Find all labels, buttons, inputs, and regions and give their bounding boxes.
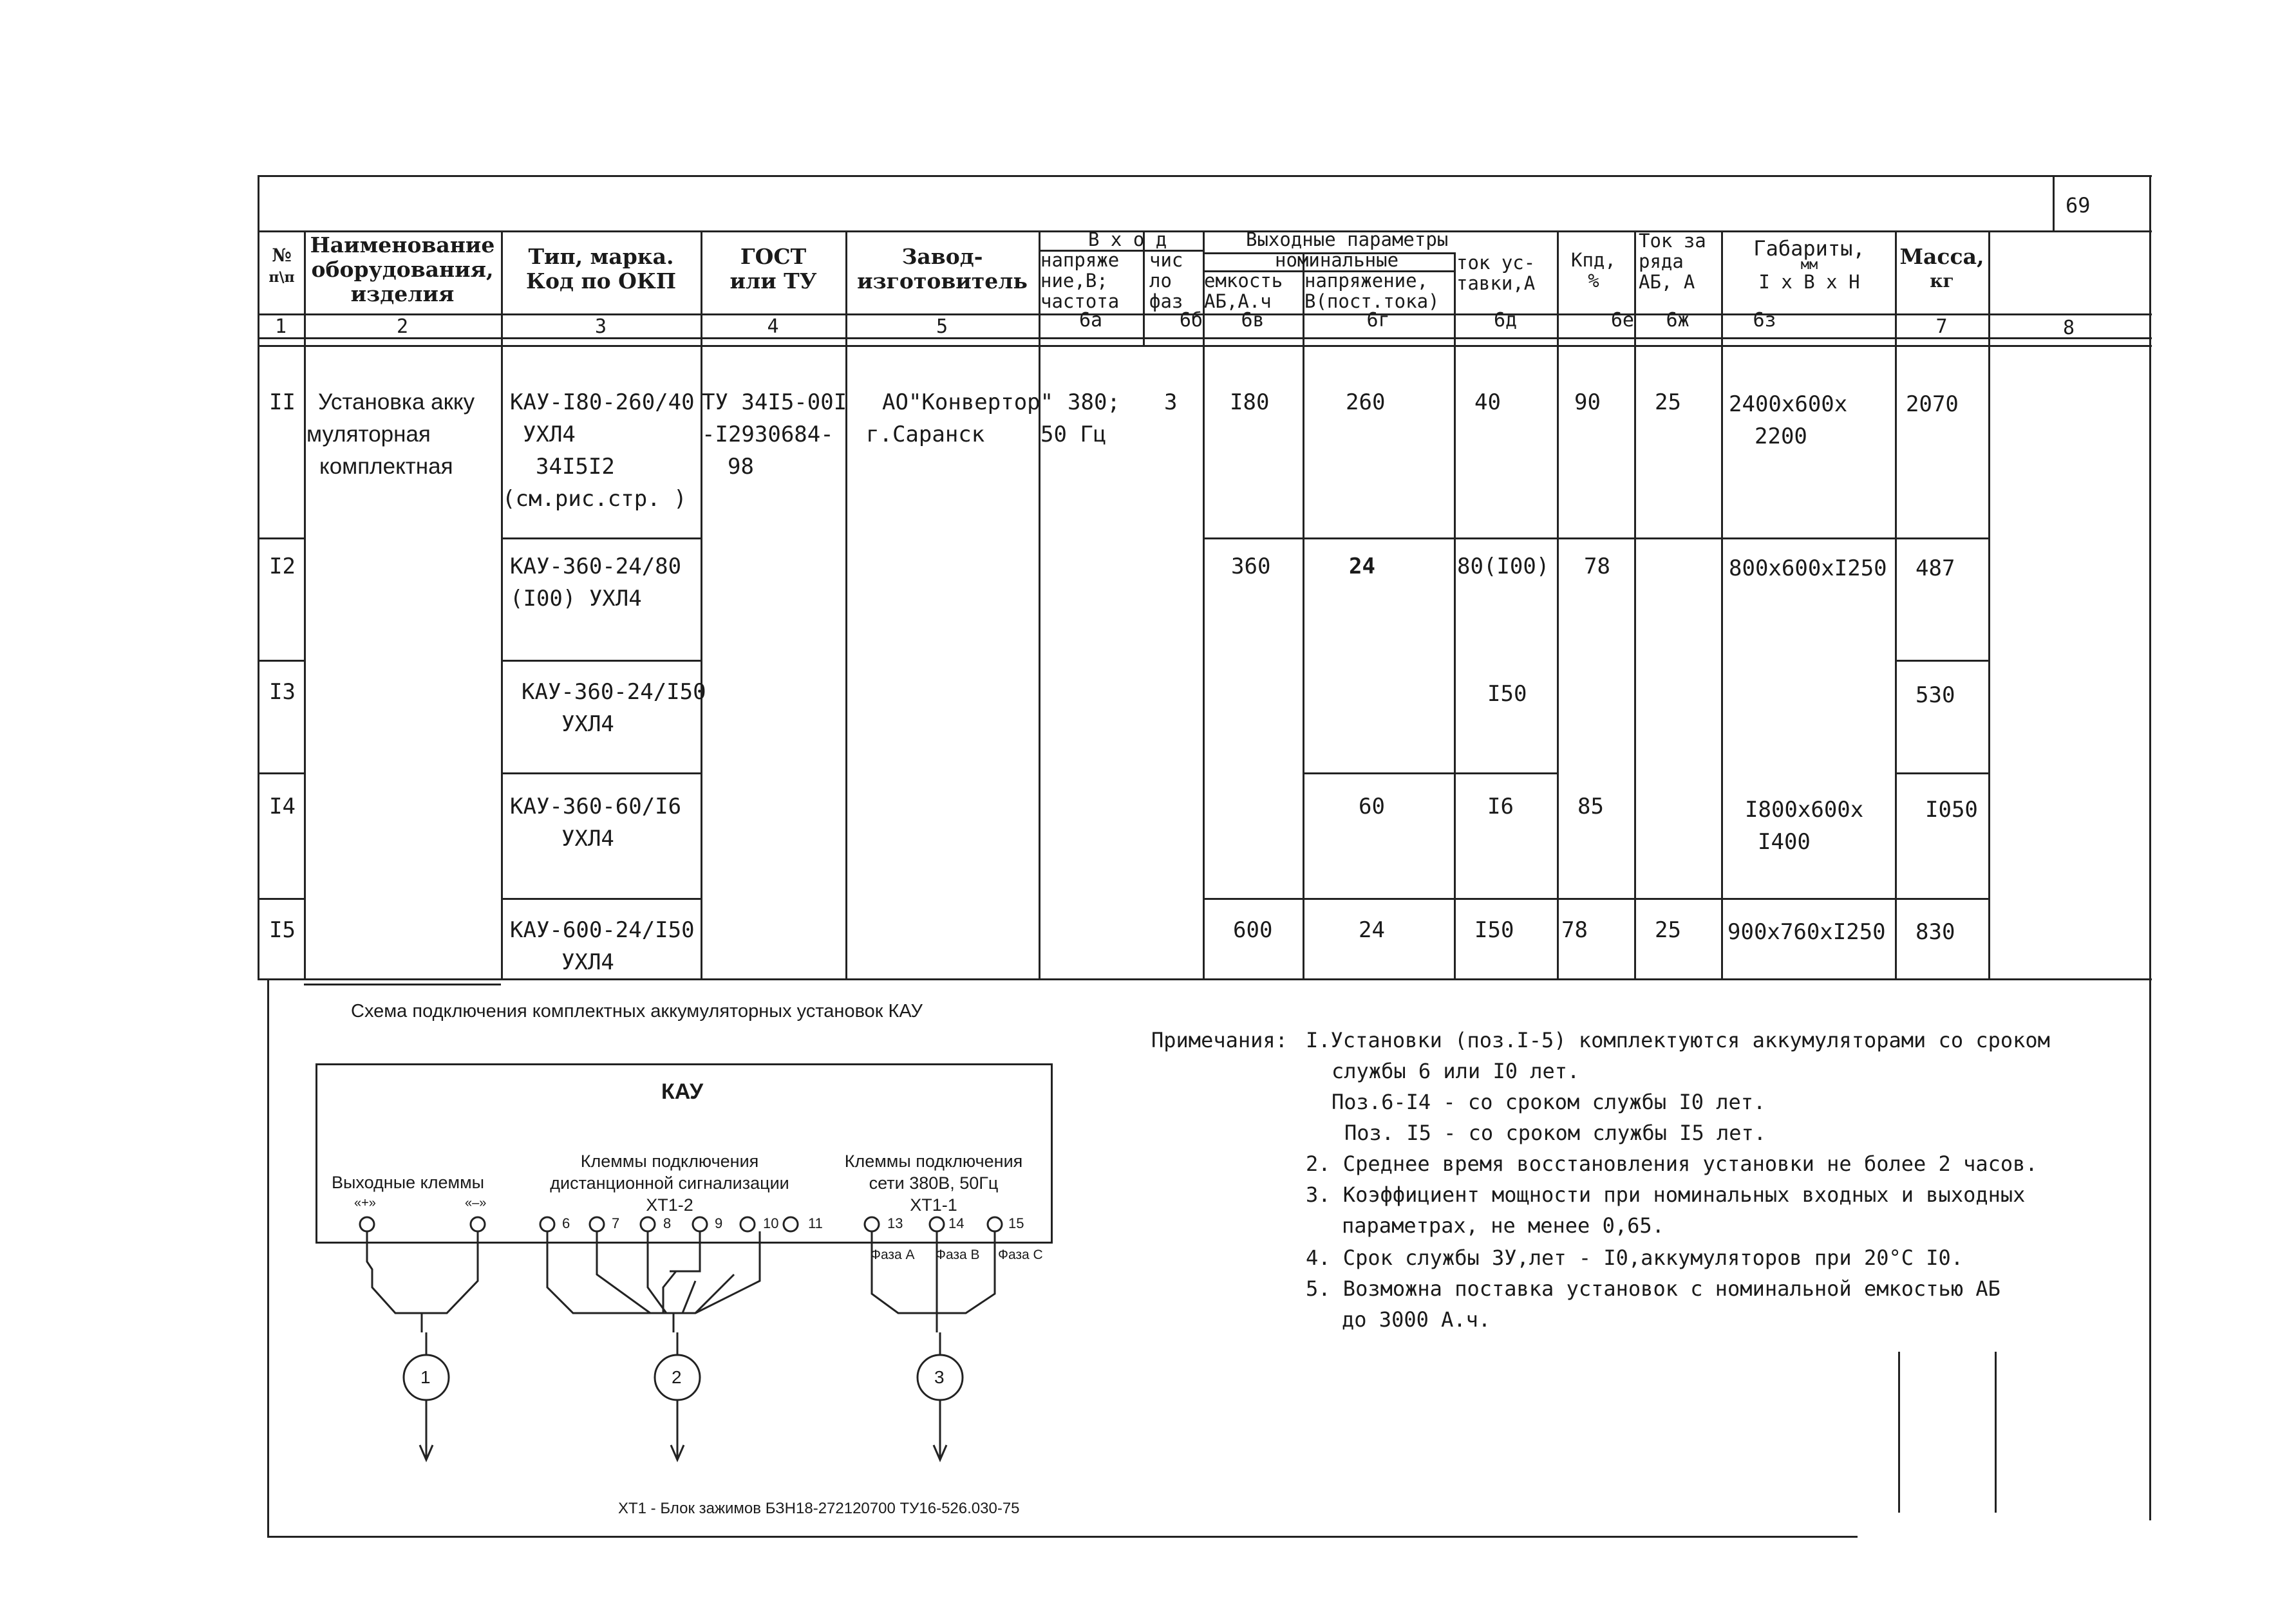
header-input: В х о д — [1088, 229, 1167, 250]
terminal-9: 9 — [715, 1215, 723, 1231]
notes-label: Примечания: — [1151, 1028, 1288, 1052]
row-name: Установка акку муляторная комплектная — [306, 389, 475, 479]
header-nominal: номинальные — [1275, 249, 1399, 271]
minus-label: «–» — [465, 1196, 487, 1210]
header-current: ток ус- тавки,А — [1456, 252, 1536, 294]
header-eff: Кпд, % — [1571, 249, 1616, 292]
terminal-15: 15 — [1008, 1215, 1024, 1231]
terminal-11: 11 — [808, 1215, 823, 1231]
schematic-caption: Схема подключения комплектных аккумуляторных установок КАУ — [351, 1001, 923, 1022]
terminal-14: 14 — [948, 1215, 965, 1231]
header-phases: чис ло фаз — [1149, 249, 1183, 312]
output-terminals-label: Выходные клеммы — [332, 1173, 485, 1192]
page-number: 69 — [2066, 193, 2091, 218]
mains-terminals-label: Клеммы подключения сети 380В, 50Гц ХТ1-1 — [844, 1152, 1023, 1215]
terminal-10: 10 — [763, 1215, 779, 1231]
header-voltage: напряже ние,В; частота — [1040, 249, 1120, 312]
header-dims: Габариты, мм I х В х Н — [1753, 236, 1865, 293]
kau-title: КАУ — [661, 1079, 704, 1104]
header-mass: Масса, кг — [1899, 244, 1984, 292]
header-maker: Завод- изготовитель — [857, 244, 1028, 294]
header-gost: ГОСТ или ТУ — [730, 244, 817, 294]
header-name: Наименование оборудования, изделия — [310, 232, 495, 306]
cable-3-label: 3 — [934, 1367, 945, 1387]
terminal-6: 6 — [562, 1215, 570, 1231]
plus-label: «+» — [354, 1196, 376, 1210]
phase-b-label: Фаза В — [936, 1247, 980, 1262]
signal-terminals-label: Клеммы подключения дистанционной сигнализации ХТ1-2 — [550, 1152, 789, 1215]
terminal-minus — [471, 1217, 485, 1231]
terminal-13: 13 — [887, 1215, 903, 1231]
header-type: Тип, марка. Код по ОКП — [525, 244, 677, 294]
header-output: Выходные параметры — [1246, 229, 1449, 250]
cable-2-label: 2 — [672, 1367, 682, 1387]
header-out-voltage: напряжение, В(пост.тока) — [1304, 270, 1440, 312]
header-no: № п\п — [268, 245, 295, 286]
header-capacity: емкость АБ,А.ч — [1204, 270, 1283, 312]
terminal-7: 7 — [612, 1215, 620, 1231]
phase-a-label: Фаза А — [871, 1247, 915, 1262]
cable-1-label: 1 — [420, 1367, 431, 1387]
schematic-footer: ХТ1 - Блок зажимов БЗН18-272120700 ТУ16-526.030-75 — [618, 1500, 1020, 1517]
header-charge: Ток за ряда АБ, А — [1639, 230, 1706, 293]
terminal-8: 8 — [663, 1215, 672, 1231]
phase-c-label: Фаза С — [998, 1247, 1043, 1262]
terminal-plus — [360, 1217, 374, 1231]
